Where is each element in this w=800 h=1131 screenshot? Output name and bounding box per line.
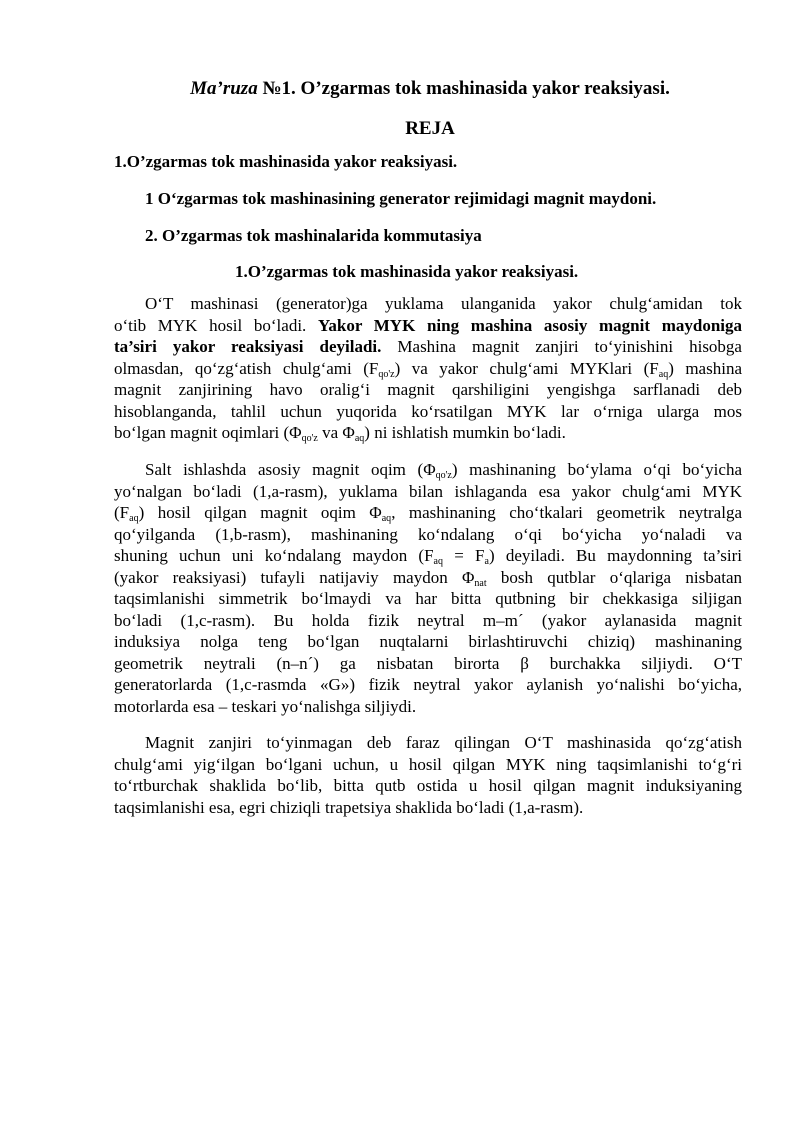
p1-line-4: olmasdan, qo‘zg‘atish chulg‘ami $(F_{qo'z})$ va yakor chulg‘ami MYKlari $(F_{aq})$ mashina (114, 358, 742, 380)
p1-bold-term: ta’siri yakor reaksiyasi deyiladi. (114, 337, 382, 356)
p3-line-4: taqsimlanishi esa, egri chiziqli trapetsiya shaklida bo‘ladi (1,a-rasm). (114, 797, 584, 817)
p2-line-5: shuning uchun uni ko‘ndalang maydon $(F_{aq} = F_a)$ deyiladi. Bu maydonning ta’siri (114, 546, 743, 567)
p1-line-5: magnit zanjirining havo oralig‘i magnit qarshiligini yengishga sarflanadi deb (114, 380, 742, 399)
p2-line-12: motorlarda esa – teskari yo‘nalishga siljiydi. (114, 696, 417, 716)
p2-line-10: geometrik neytrali (n–n´) ga nisbatan birorta β burchakka siljiydi. O‘T (114, 653, 742, 673)
p2-line-4: qo‘yilganda (1,b-rasm), mashinaning ko‘ndalang o‘qi bo‘yicha yo‘naladi va (114, 524, 742, 544)
section-heading: 1.O’zgarmas tok mashinasida yakor reaksiyasi. (235, 262, 579, 281)
lecture-title-text: O’zgarmas tok mashinasida yakor reaksiyasi. (300, 78, 670, 99)
p2-line-1: Salt ishlashda asosiy magnit oqim $(\Phi_{qo'z})$ mashinaning bo‘ylama o‘qi bo‘yicha (145, 460, 742, 481)
p1-bold-definition: Yakor MYK ning mashina asosiy magnit maydoniga (317, 315, 743, 335)
p1-line-6: hisoblanganda, tahlil uchun yuqorida ko‘rsatilgan MYK lar o‘rniga ularga mos (114, 401, 742, 421)
lecture-title (60, 78, 800, 100)
p2-line-11: generatorlarda (1,c-rasmda «G») fizik neytral yakor aylanish yo‘nalishi bo‘yicha, (114, 675, 742, 694)
lecture-prefix: Ma’ruza (190, 78, 258, 99)
outline-item-2: 1 O‘zgarmas tok mashinasining generator rejimidagi magnit maydoni. (145, 189, 657, 208)
outline-item-1: 1.O’zgarmas tok mashinasida yakor reaksiyasi. (114, 152, 458, 171)
p1-line-2: o‘tib MYK hosil bo‘ladi. Yakor MYK ning mashina asosiy magnit maydoniga (114, 315, 743, 335)
outline-item-3: 2. O’zgarmas tok mashinalarida kommutasiya (145, 226, 482, 245)
p2-line-2: yo‘nalgan bo‘ladi (1,a-rasm), yuklama bilan ishlaganda esa yakor chulg‘ami MYK (114, 481, 742, 501)
paragraph-1 (114, 293, 742, 444)
p1-line-7: bo‘lgan magnit oqimlari ($\Phi_{qo'z}$ va $\Phi_{aq}$) ni ishlatish mumkin bo‘ladi. (114, 423, 566, 444)
paragraph-3 (114, 732, 742, 818)
paragraph-2 (114, 459, 742, 717)
p2-line-6: (yakor reaksiyasi) tufayli natijaviy maydon $\Phi_{nat}$ bosh qutblar o‘qlariga nisbatan (114, 567, 743, 589)
p2-line-9: induksiya nolga teng bo‘lgan nuqtalarni birlashtiruvchi chiziq) mashinaning (114, 632, 742, 651)
p2-line-3: $(F_{aq})$ hosil qilgan magnit oqim $\Phi_{aq}$, mashinaning cho‘tkalari geometrik neytralga (114, 503, 742, 524)
lecture-number: №1. (262, 78, 296, 99)
p1-line-1: O‘T mashinasi (generator)ga yuklama ulanganida yakor chulg‘amidan tok (145, 294, 742, 313)
p3-line-1: Magnit zanjiri to‘yinmagan deb faraz qilingan O‘T mashinasida qo‘zg‘atish (145, 733, 742, 752)
p2-line-7: taqsimlanishi simmetrik bo‘lmaydi va har bitta qutbning bir chekkasiga siljigan (114, 589, 742, 608)
p2-line-8: bo‘ladi (1,c-rasm). Bu holda fizik neytral m–m´ (yakor aylanasida magnit (114, 610, 742, 630)
p1-line-3: ta’siri yakor reaksiyasi deyiladi. Mashina magnit zanjiri to‘yinishini hisobga (114, 337, 742, 356)
p3-line-2: chulg‘ami yig‘ilgan bo‘lgani uchun, u hosil qilgan MYK ning taqsimlanishi to‘g‘ri (114, 754, 742, 774)
plan-heading: REJA (405, 118, 455, 139)
p3-line-3: to‘rtburchak shaklida bo‘lib, bitta qutb ostida u hosil qilgan magnit induksiyaning (114, 776, 742, 795)
